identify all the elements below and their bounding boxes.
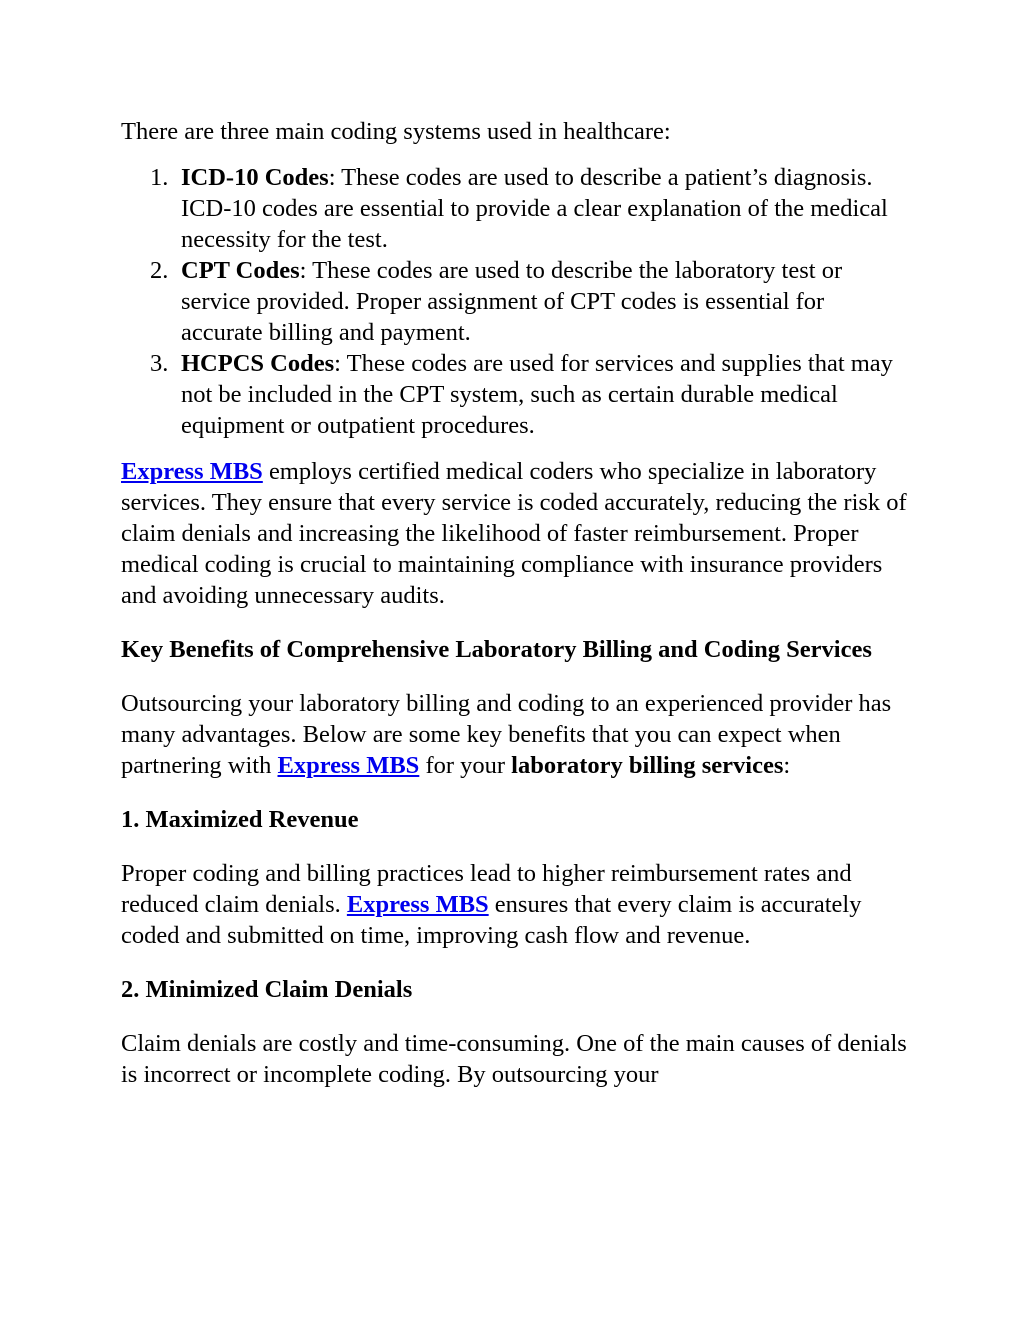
outsourcing-bold-text: laboratory billing services — [511, 752, 784, 779]
list-item-term: ICD-10 Codes — [181, 164, 329, 191]
express-mbs-link[interactable]: Express MBS — [277, 752, 420, 779]
list-item-term: HCPCS Codes — [181, 350, 335, 377]
section-heading-maximized-revenue: 1. Maximized Revenue — [121, 806, 359, 833]
express-mbs-link[interactable]: Express MBS — [346, 891, 489, 918]
list-item-text: : These codes are used to describe the laboratory test or service provided. Proper assignment of CPT codes is essential for accurate billing and payment. — [181, 257, 843, 346]
list-item — [150, 162, 911, 255]
list-item-number: 3. — [150, 350, 169, 377]
coders-paragraph — [121, 456, 911, 611]
list-item-text: : These codes are used for services and supplies that may not be included in the CPT system, such as certain durable medical equipment or outpatient procedures. — [181, 350, 893, 439]
outsourcing-text-middle: for your — [419, 752, 512, 779]
maximized-revenue-text-end: ensures that every claim is accurately coded and submitted on time, improving cash flow and revenue. — [121, 891, 862, 949]
list-item — [150, 255, 911, 348]
intro-paragraph: There are three main coding systems used in healthcare: — [121, 118, 671, 145]
section-heading-minimized-claim-denials: 2. Minimized Claim Denials — [121, 976, 413, 1003]
coding-systems-list — [121, 162, 911, 441]
coders-paragraph-text: employs certified medical coders who specialize in laboratory services. They ensure that every service is coded accurately, reducing the risk of claim denials and increasing the likelihood of faster reimbursement. Proper medical coding is crucial to maintaining compliance with insurance providers and avoiding unnecessary audits. — [121, 458, 907, 609]
outsourcing-text-start: Outsourcing your laboratory billing and coding to an experienced provider has many advantages. Below are some key benefits that you can expect when partnering with — [121, 690, 892, 779]
maximized-revenue-text-start: Proper coding and billing practices lead to higher reimbursement rates and reduced claim denials. — [121, 860, 852, 918]
list-item-number: 1. — [150, 164, 169, 191]
key-benefits-heading: Key Benefits of Comprehensive Laboratory Billing and Coding Services — [121, 636, 872, 663]
outsourcing-text-end: : — [783, 752, 791, 779]
list-item-term: CPT Codes — [181, 257, 300, 284]
express-mbs-link[interactable]: Express MBS — [121, 458, 263, 485]
minimized-claim-denials-paragraph: Claim denials are costly and time-consuming. One of the main causes of denials is incorrect or incomplete coding. By outsourcing your — [121, 1030, 907, 1088]
document-page — [121, 116, 911, 1113]
maximized-revenue-paragraph — [121, 858, 911, 951]
outsourcing-paragraph — [121, 688, 911, 781]
list-item-number: 2. — [150, 257, 169, 284]
list-item-text: : These codes are used to describe a patient’s diagnosis. ICD-10 codes are essential to provide a clear explanation of the medical necessity for the test. — [181, 164, 888, 253]
list-item — [150, 348, 911, 441]
